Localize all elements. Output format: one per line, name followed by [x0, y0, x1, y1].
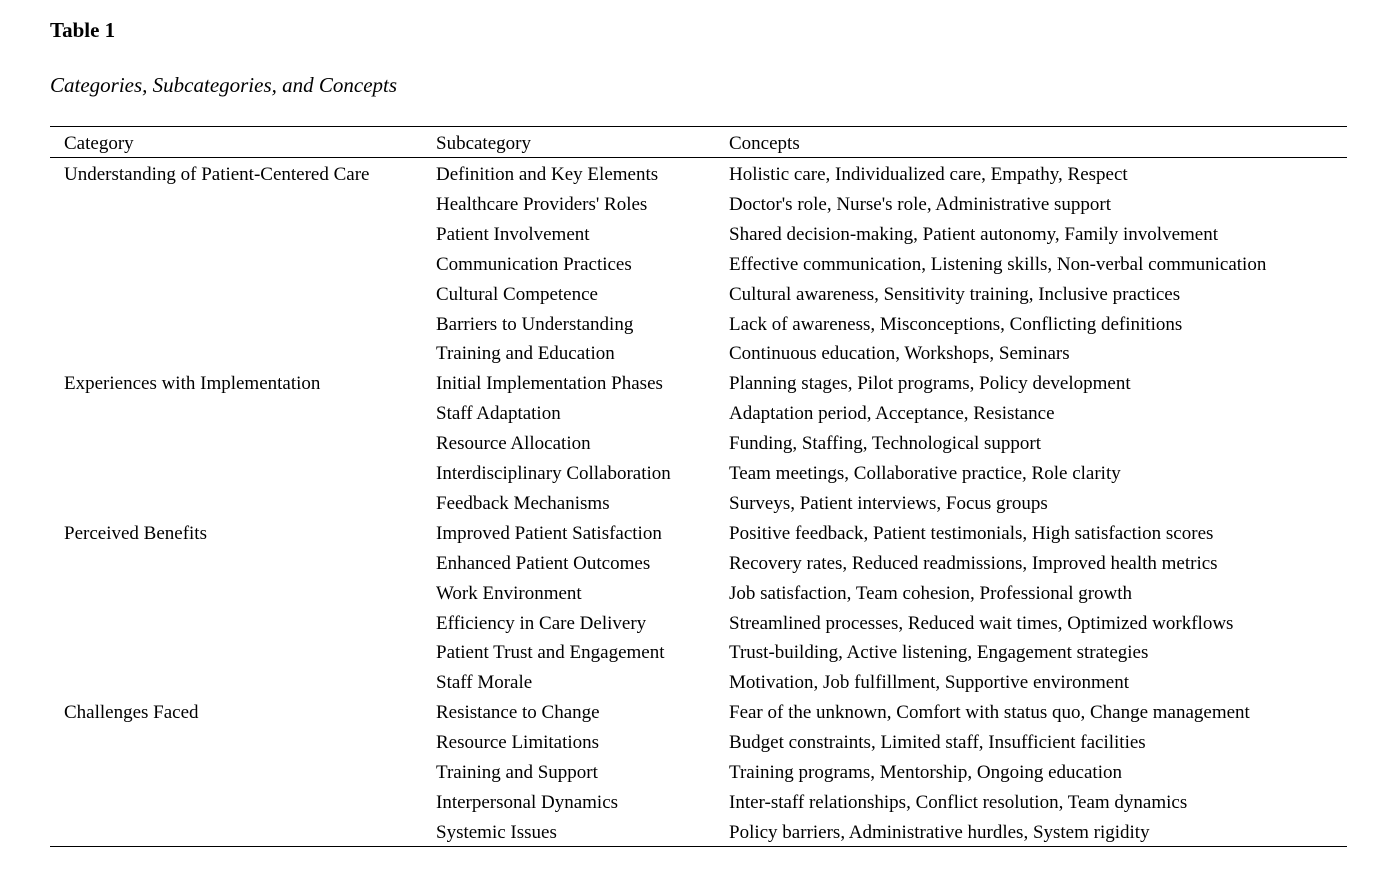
cell-subcategory: Initial Implementation Phases: [436, 373, 663, 395]
table-row: [0, 162, 1387, 188]
cell-category: Perceived Benefits: [64, 522, 207, 544]
table-row: [0, 760, 1387, 786]
cell-subcategory: Patient Involvement: [436, 223, 590, 245]
cell-concepts: Positive feedback, Patient testimonials, High satisfaction scores: [729, 522, 1214, 544]
cell-subcategory: Improved Patient Satisfaction: [436, 522, 662, 544]
cell-subcategory: Resource Limitations: [436, 732, 600, 754]
table-row: [0, 222, 1387, 248]
cell-concepts: Streamlined processes, Reduced wait times, Optimized workflows: [729, 612, 1234, 634]
table-row: [0, 312, 1387, 338]
cell-concepts: Recovery rates, Reduced readmissions, Improved health metrics: [729, 552, 1218, 574]
cell-category: Understanding of Patient-Centered Care: [64, 164, 370, 185]
cell-concepts: Shared decision-making, Patient autonomy, Family involvement: [729, 223, 1218, 245]
header-category: Category: [64, 133, 134, 154]
table-row: [0, 521, 1387, 547]
table-row: [0, 282, 1387, 308]
cell-concepts: Inter-staff relationships, Conflict resolution, Team dynamics: [729, 791, 1188, 813]
header-concepts: Concepts: [729, 133, 800, 154]
cell-subcategory: Staff Adaptation: [436, 403, 561, 425]
cell-concepts: Lack of awareness, Misconceptions, Conflicting definitions: [729, 313, 1183, 335]
table-row: [0, 491, 1387, 517]
cell-concepts: Budget constraints, Limited staff, Insufficient facilities: [729, 732, 1146, 754]
cell-subcategory: Cultural Competence: [436, 283, 598, 305]
table-row: [0, 670, 1387, 696]
cell-subcategory: Work Environment: [436, 582, 582, 604]
cell-subcategory: Training and Support: [436, 762, 598, 783]
table-row: [0, 401, 1387, 427]
table-title: Table 1: [50, 18, 116, 42]
cell-concepts: Holistic care, Individualized care, Empathy, Respect: [729, 164, 1128, 185]
header-subcategory: Subcategory: [436, 133, 531, 154]
cell-concepts: Surveys, Patient interviews, Focus groups: [729, 492, 1048, 514]
cell-concepts: Funding, Staffing, Technological support: [729, 433, 1041, 455]
table-row: [0, 611, 1387, 637]
cell-subcategory: Systemic Issues: [436, 821, 557, 843]
cell-subcategory: Staff Morale: [436, 672, 533, 694]
cell-subcategory: Resource Allocation: [436, 433, 591, 455]
table-row: [0, 700, 1387, 726]
table-row: [0, 431, 1387, 457]
table-subtitle: Categories, Subcategories, and Concepts: [50, 73, 398, 97]
table-row: [0, 820, 1387, 846]
cell-concepts: Effective communication, Listening skills, Non-verbal communication: [729, 253, 1267, 275]
table-row: [0, 730, 1387, 756]
table-row: [0, 640, 1387, 666]
cell-concepts: Cultural awareness, Sensitivity training, Inclusive practices: [729, 283, 1181, 305]
cell-subcategory: Communication Practices: [436, 253, 632, 275]
cell-subcategory: Interpersonal Dynamics: [436, 791, 619, 813]
table-header-rule: [50, 157, 1347, 158]
cell-category: Challenges Faced: [64, 702, 199, 724]
cell-concepts: Trust-building, Active listening, Engagement strategies: [729, 642, 1149, 664]
table-row: [0, 790, 1387, 816]
cell-subcategory: Patient Trust and Engagement: [436, 642, 665, 664]
cell-subcategory: Barriers to Understanding: [436, 313, 634, 335]
table-row: [0, 551, 1387, 577]
cell-subcategory: Efficiency in Care Delivery: [436, 612, 647, 634]
cell-subcategory: Definition and Key Elements: [436, 164, 659, 185]
cell-concepts: Adaptation period, Acceptance, Resistance: [729, 403, 1055, 425]
cell-concepts: Policy barriers, Administrative hurdles, System rigidity: [729, 821, 1150, 843]
cell-concepts: Planning stages, Pilot programs, Policy development: [729, 373, 1131, 395]
cell-concepts: Job satisfaction, Team cohesion, Professional growth: [729, 582, 1133, 604]
cell-subcategory: Training and Education: [436, 343, 615, 365]
cell-subcategory: Healthcare Providers' Roles: [436, 193, 648, 215]
table-header-row: [0, 131, 1387, 157]
table-row: [0, 341, 1387, 367]
cell-concepts: Continuous education, Workshops, Seminars: [729, 343, 1070, 365]
cell-concepts: Doctor's role, Nurse's role, Administrative support: [729, 193, 1112, 215]
table-row: [0, 252, 1387, 278]
cell-concepts: Fear of the unknown, Comfort with status quo, Change management: [729, 702, 1250, 724]
table-row: [0, 581, 1387, 607]
cell-subcategory: Resistance to Change: [436, 702, 600, 724]
cell-subcategory: Interdisciplinary Collaboration: [436, 463, 671, 484]
cell-category: Experiences with Implementation: [64, 373, 321, 395]
table-bottom-rule: [50, 846, 1347, 847]
table-top-rule: [50, 126, 1347, 127]
table-row: [0, 461, 1387, 487]
cell-subcategory: Enhanced Patient Outcomes: [436, 552, 651, 574]
cell-concepts: Motivation, Job fulfillment, Supportive environment: [729, 672, 1130, 694]
cell-concepts: Training programs, Mentorship, Ongoing education: [729, 762, 1122, 783]
table-row: [0, 371, 1387, 397]
cell-subcategory: Feedback Mechanisms: [436, 492, 610, 514]
table-row: [0, 192, 1387, 218]
cell-concepts: Team meetings, Collaborative practice, Role clarity: [729, 463, 1121, 484]
